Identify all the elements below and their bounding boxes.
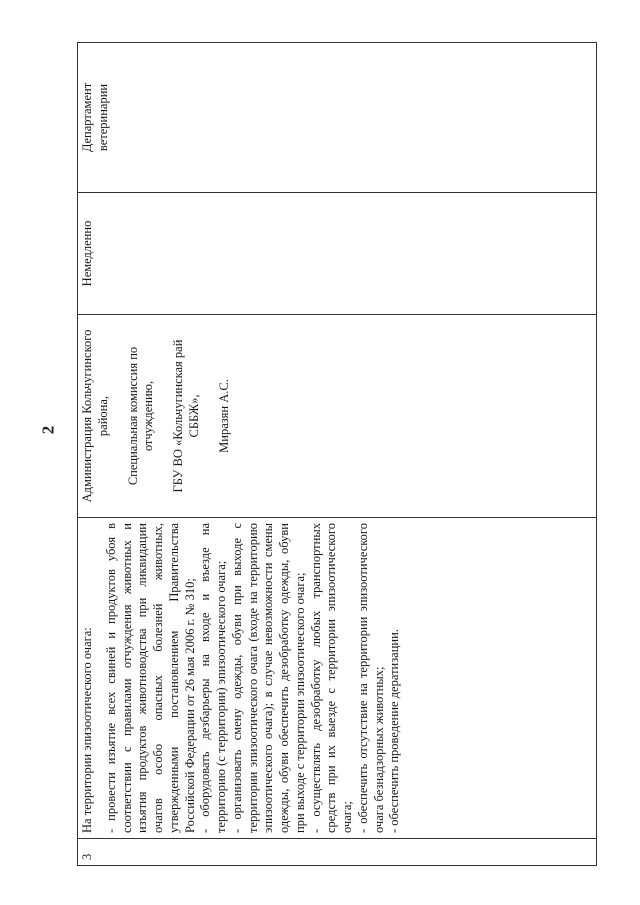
measure-item: - обеспечить проведение дератизации. bbox=[387, 629, 402, 833]
responsible-person: Миразян А.С. bbox=[216, 379, 231, 453]
responsible-admin: Администрация Кольчугинского района, bbox=[80, 329, 110, 503]
measure-item: - провести изъятие всех свиней и продуктов убоя в соответствии с правилами отчуждения животных и изъятия продуктов животноводства при ликвидации очагов особо опасных болезней животных, утвержденными постановлением Правительства Российской Федерации от 26 мая 2006 г. № 310; bbox=[103, 523, 197, 833]
measures-title: На территории эпизоотического очага: bbox=[80, 627, 94, 833]
measure-item: - осуществлять дезобработку любых транспортных средств при их выезде с территории эпизоотического очага; bbox=[308, 523, 354, 833]
measures-table bbox=[77, 42, 597, 866]
row-number: 3 bbox=[78, 839, 597, 866]
page-number: 2 bbox=[38, 425, 58, 435]
measures-list bbox=[104, 523, 403, 833]
responsible-sbbzh: ГБУ ВО «Кольчугинская рай СББЖ», bbox=[171, 339, 201, 493]
measures-cell bbox=[78, 518, 597, 839]
measure-item: - обеспечить отсутствие на территории эпизоотического очага безнадзорных животных; bbox=[355, 523, 386, 833]
responsible-cell bbox=[78, 315, 597, 518]
department-cell: Департамент ветеринарии bbox=[78, 43, 597, 193]
measure-item: - организовать смену одежды, обуви при выходе с территории эпизоотического очага (входе на территорию эпизоотического очага); в случае невозможности смены одежды, обуви обеспечить дезобработку одежды, обуви при выходе с территории эпизоотического очага; bbox=[229, 523, 307, 833]
table-row bbox=[78, 43, 597, 866]
measure-item: - оборудовать дезбарьеры на входе и въезде на территорию (с территории) эпизоотического очага; bbox=[198, 523, 228, 833]
responsible-commission: Специальная комиссия по отчуждению, bbox=[125, 346, 156, 486]
deadline-cell: Немедленно bbox=[78, 193, 597, 315]
